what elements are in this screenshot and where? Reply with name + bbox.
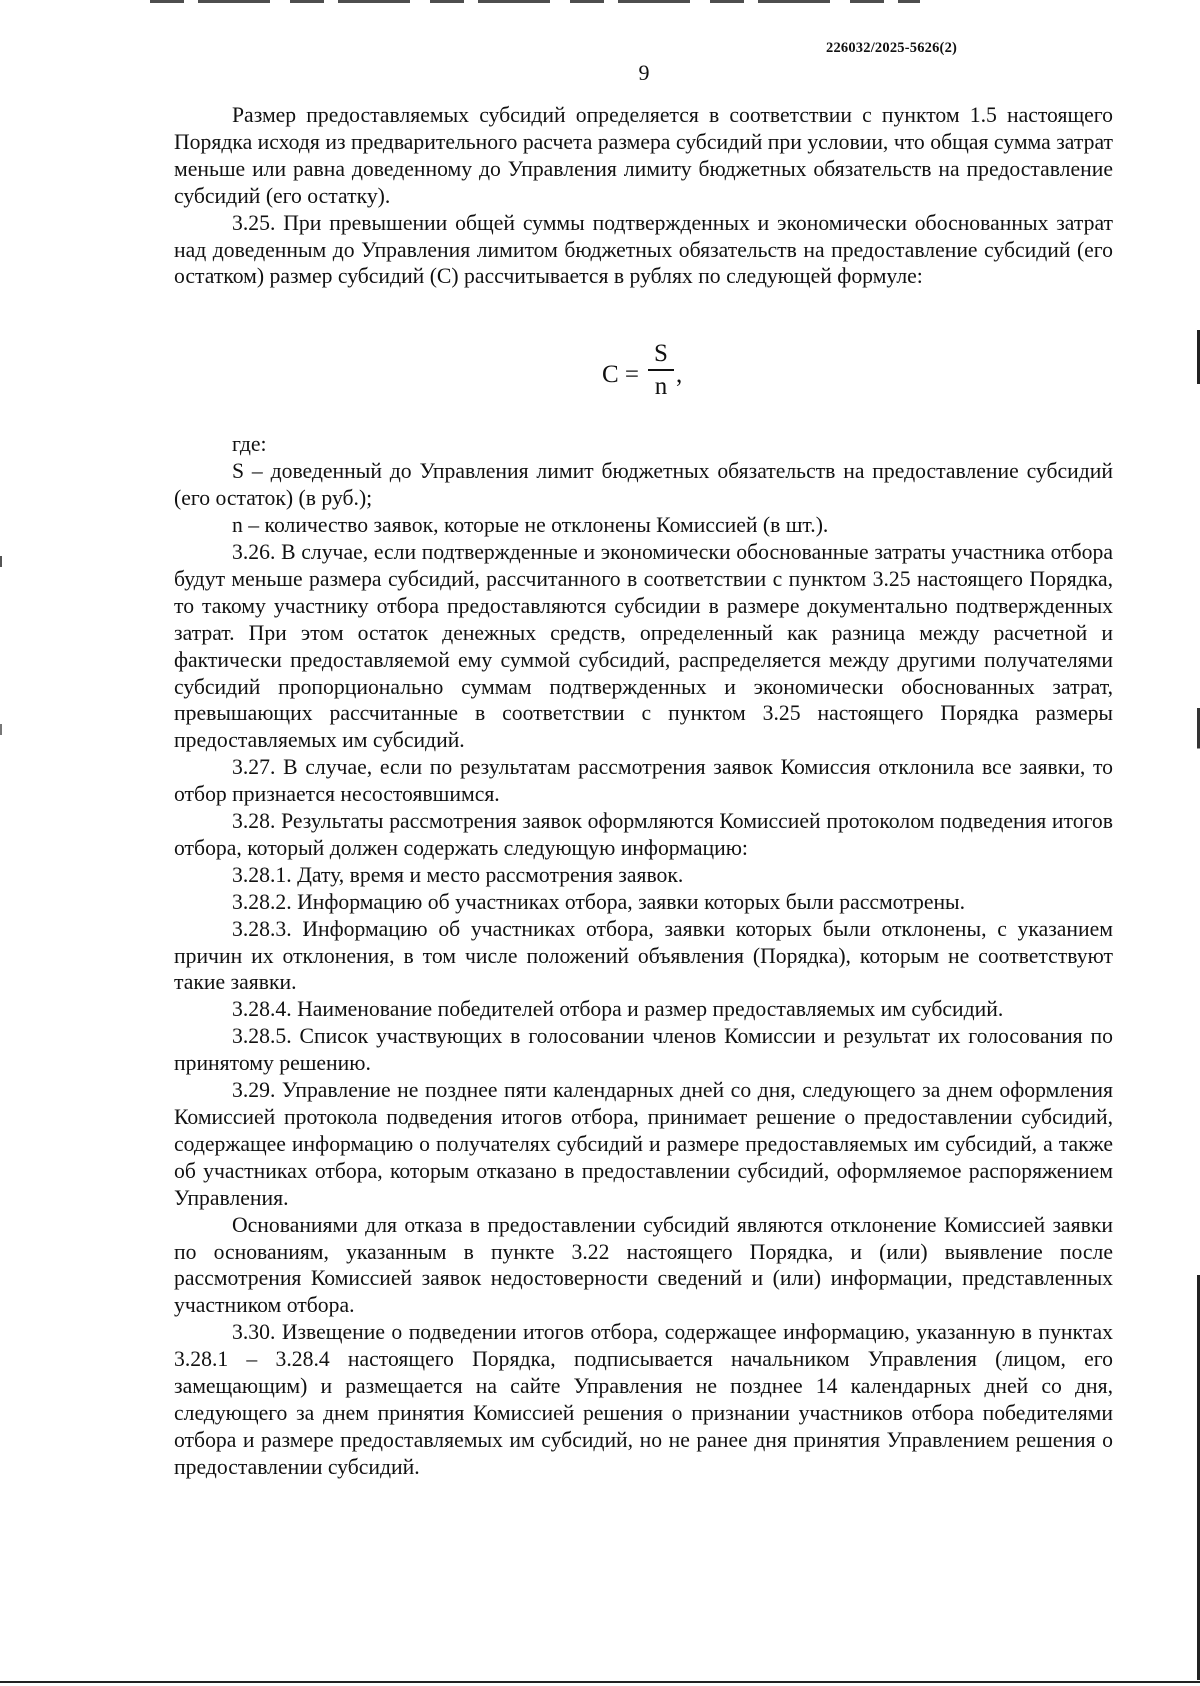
document-number: 226032/2025-5626(2): [826, 40, 958, 56]
paragraph-3-28-3: 3.28.3. Информацию об участниках отбора, заявки которых были отклонены, с указанием причин их отклонения, в том числе положений объявления (Порядка), которым не соответствуют такие заявки.: [174, 916, 1113, 995]
paragraph-3-26: 3.26. В случае, если подтвержденные и экономически обоснованные затраты участника отбора будут меньше размера субсидий, рассчитанного в соответствии с пунктом 3.25 настоящего Порядка, то такому участнику отбора предоставляются субсидии в размере документально подтвержденных затрат. При этом остаток денежных средств, определенный как разница между расчетной и фактически предоставляемой ему суммой субсидий, распределяется между другими получателями субсидий пропорционально суммам подтвержденных и экономически обоснованных затрат, превышающих рассчитанные в соответствии с пунктом 3.25 настоящего Порядка размеры предоставляемых им субсидий.: [174, 539, 1113, 753]
paragraph-3-28-1: 3.28.1. Дату, время и место рассмотрения заявок.: [232, 862, 684, 887]
formula-numerator: S: [654, 340, 668, 368]
paragraph-3-30: 3.30. Извещение о подведении итогов отбора, содержащее информацию, указанную в пунктах 3.28.1 – 3.28.4 настоящего Порядка, подписывается начальником Управления (лицом, его замещающим) и размещается на сайте Управления не позднее 14 календарных дней со дня, следующего за днем принятия Комиссией решения о признании участников отбора победителями отбора и размере предоставляемых им субсидий, но не ранее дня принятия Управлением решения о предоставлении субсидий.: [174, 1320, 1113, 1479]
scan-artifact-left: [0, 500, 2, 1060]
paragraph-3-28: 3.28. Результаты рассмотрения заявок оформляются Комиссией протоколом подведения итогов отбора, который должен содержать следующую информацию:: [174, 809, 1113, 860]
paragraph-3-28-4: 3.28.4. Наименование победителей отбора и размер предоставляемых им субсидий.: [232, 997, 1004, 1022]
formula-denominator: n: [654, 372, 668, 400]
scan-artifact-bottom: [0, 1681, 1200, 1683]
document-body: [174, 102, 1113, 1481]
paragraph-3-29: 3.29. Управление не позднее пяти календарных дней со дня, следующего за днем оформления Комиссией протокола подведения итогов отбора, принимает решение о предоставлении субсидий, содержащее информацию о получателях субсидий и размере предоставляемых им субсидий, а также об участниках отбора, которым отказано в предоставлении субсидий, оформляемое распоряжением Управления.: [174, 1078, 1113, 1210]
paragraph-3-28-5: 3.28.5. Список участвующих в голосовании членов Комиссии и результат их голосования по принятому решению.: [174, 1024, 1113, 1076]
paragraph-3-25: 3.25. При превышении общей суммы подтвержденных и экономически обоснованных затрат над доведенным до Управления лимитом бюджетных обязательств на предоставление субсидий (его остатком) размер субсидий (С) рассчитывается в рублях по следующей формуле:: [174, 210, 1113, 289]
paragraph-3-27: 3.27. В случае, если по результатам рассмотрения заявок Комиссия отклонила все заявки, то отбор признается несостоявшимся.: [174, 755, 1113, 807]
scan-artifact-top: [150, 0, 920, 3]
formula-block: [174, 290, 1113, 431]
formula-lhs: C =: [602, 361, 640, 389]
formula-comma: ,: [676, 361, 683, 389]
subsidy-formula: [602, 340, 762, 410]
paragraph-refusal-grounds: Основаниями для отказа в предоставлении субсидий являются отклонение Комиссией заявки по основаниям, указанным в пункте 3.22 настоящего Порядка, и (или) выявление после рассмотрения Комиссией заявок недостоверности сведений и (или) информации, представленных участником отбора.: [174, 1212, 1113, 1318]
paragraph-definition-n: n – количество заявок, которые не отклонены Комиссией (в шт.).: [232, 513, 829, 538]
page-number: 9: [638, 60, 650, 85]
paragraph-where: где:: [232, 432, 267, 457]
paragraph-definition-s: S – доведенный до Управления лимит бюджетных обязательств на предоставление субсидий (его остаток) (в руб.);: [174, 459, 1113, 511]
fraction-bar: [648, 369, 674, 371]
paragraph-subsidy-size: Размер предоставляемых субсидий определяется в соответствии с пунктом 1.5 настоящего Порядка исходя из предварительного расчета размера субсидий при условии, что общая сумма затрат меньше или равна доведенному до Управления лимиту бюджетных обязательств на предоставление субсидий (его остатку).: [174, 103, 1113, 208]
paragraph-3-28-2: 3.28.2. Информацию об участниках отбора, заявки которых были рассмотрены.: [232, 889, 966, 914]
formula-fraction: [648, 340, 674, 401]
